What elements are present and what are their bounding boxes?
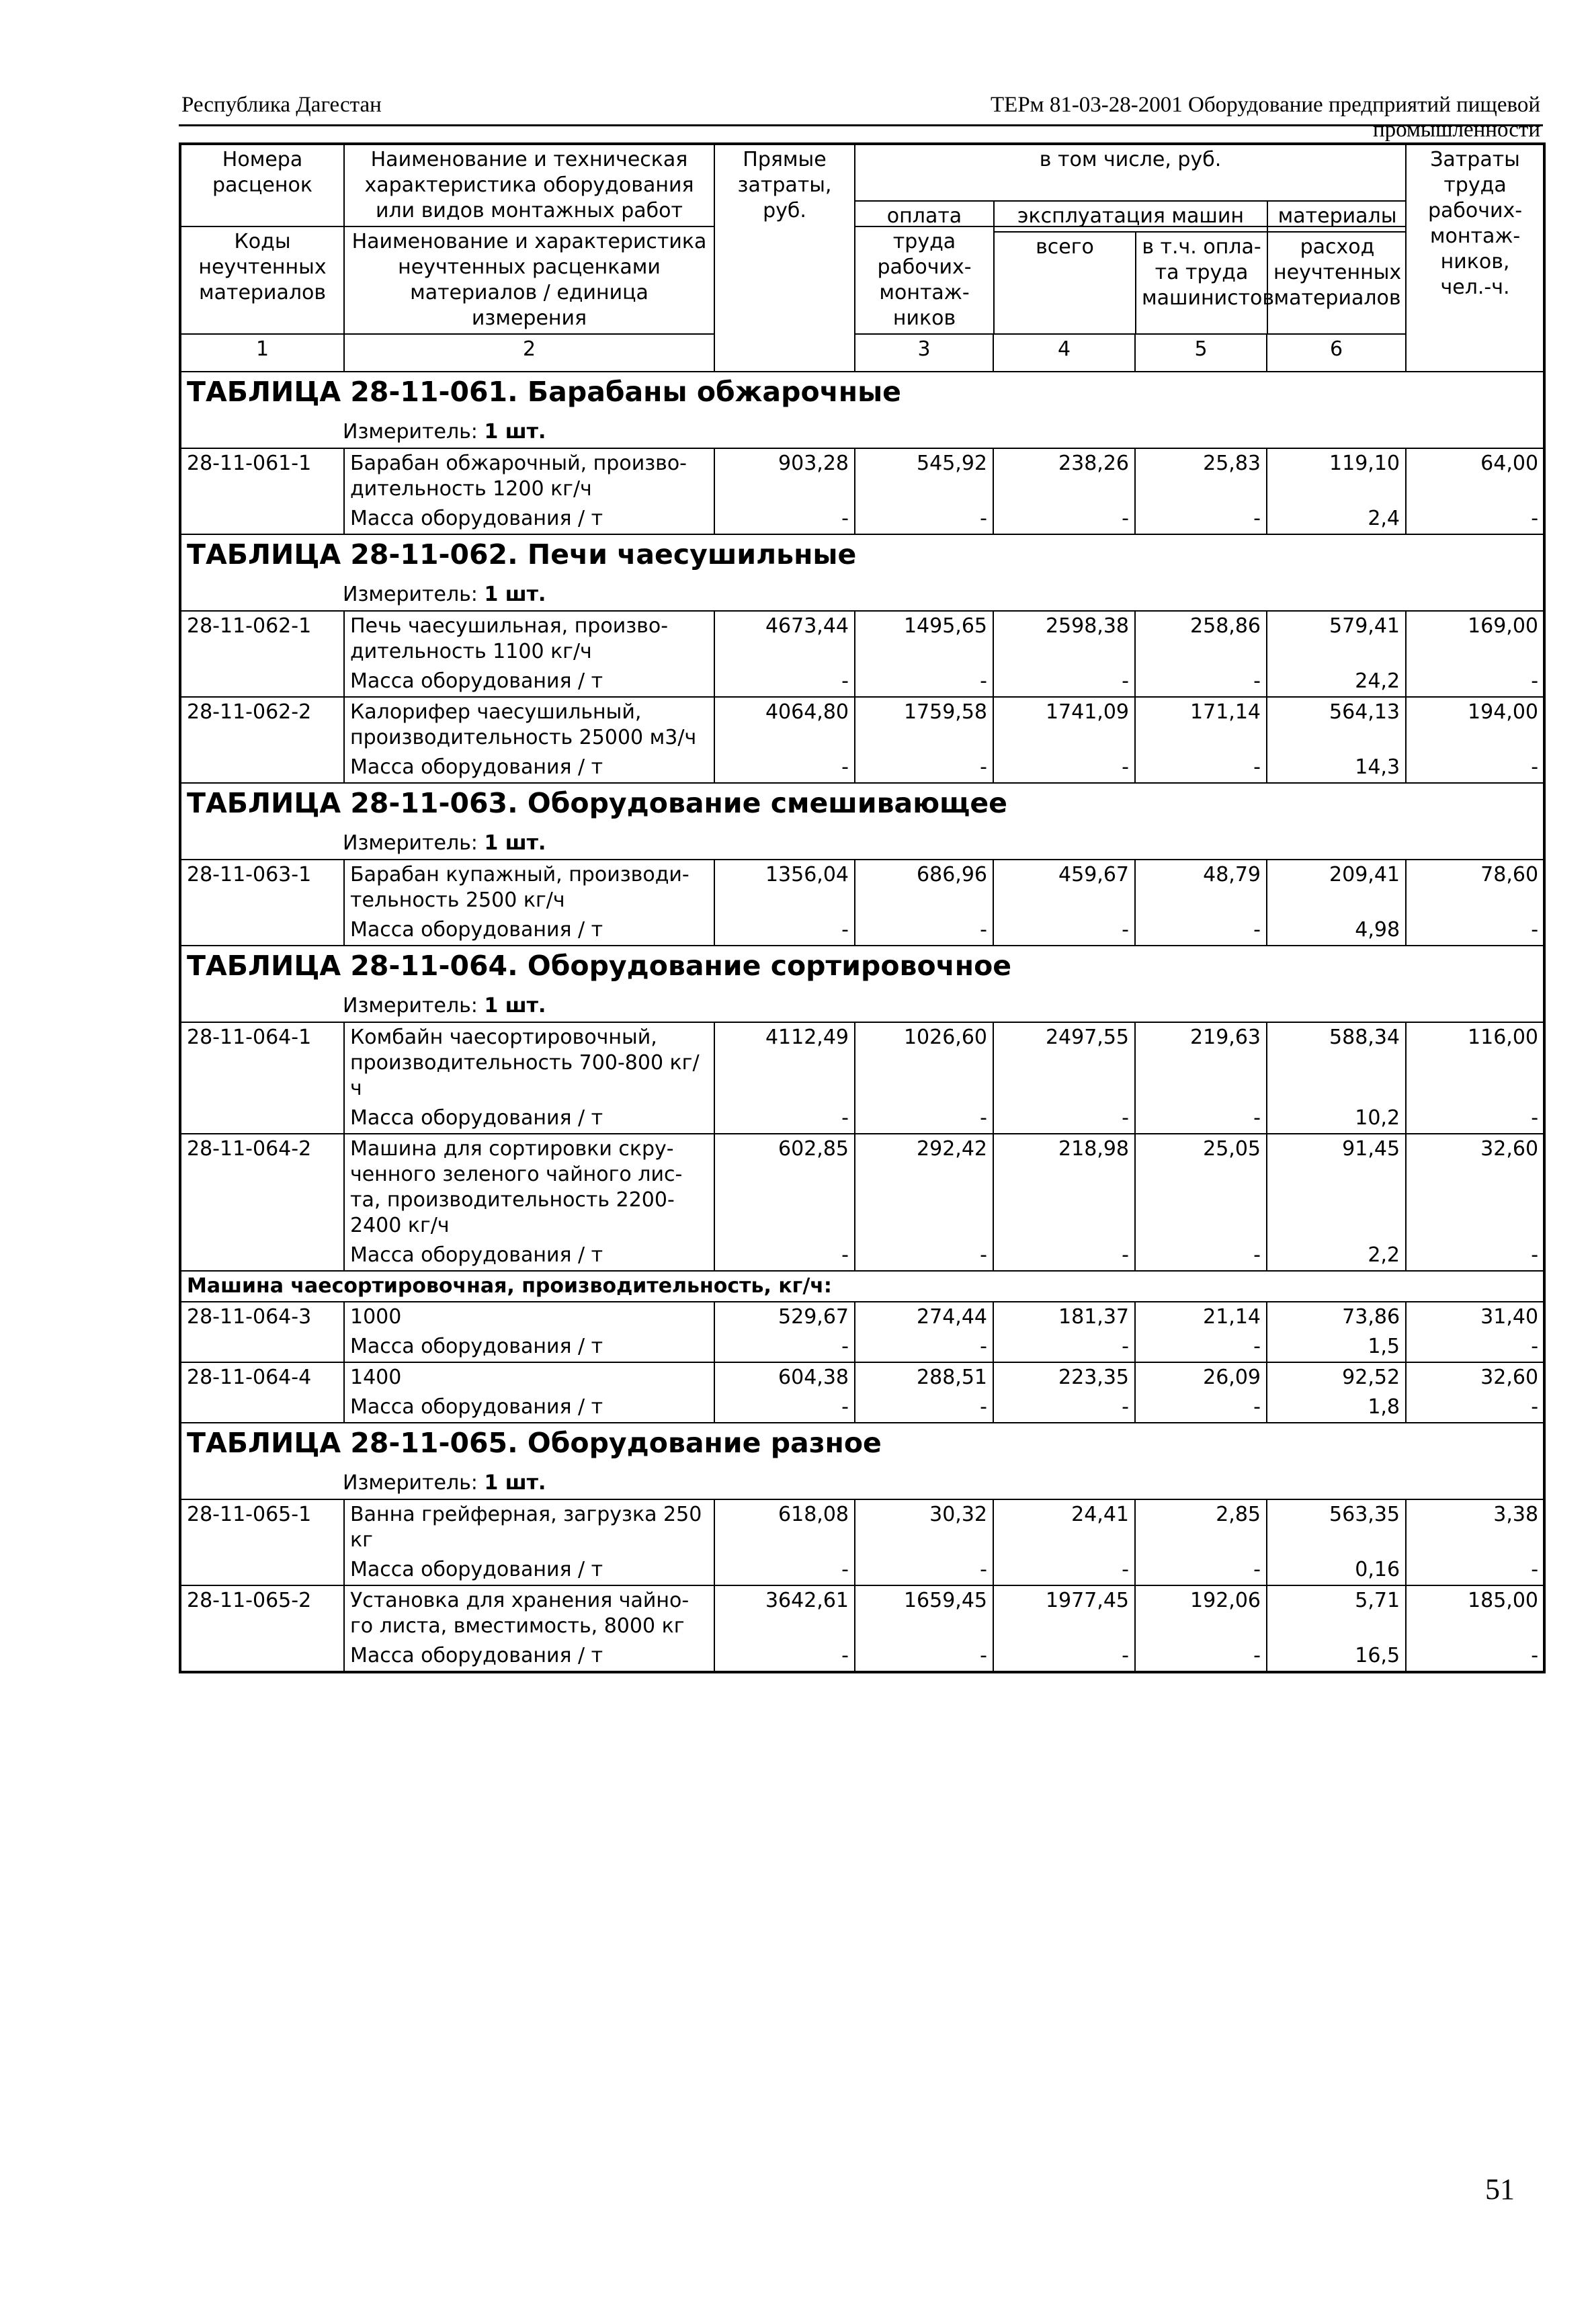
measure-value: 1 шт. xyxy=(484,420,546,444)
section-header xyxy=(180,534,1544,611)
column-number: 3 xyxy=(855,334,993,372)
rate-row xyxy=(180,448,1544,504)
mass-value: - xyxy=(1135,915,1267,946)
section-title: ТАБЛИЦА 28-11-062. Печи чаесушильные xyxy=(187,538,857,571)
mass-value: - xyxy=(855,753,993,783)
rate-code-empty xyxy=(180,915,344,946)
header-codes-top: Номера расценок xyxy=(180,144,344,226)
cost-value: 26,09 xyxy=(1135,1362,1267,1393)
mass-row xyxy=(180,1241,1544,1271)
cost-value: 2,85 xyxy=(1135,1499,1267,1555)
rate-name: Машина для сортировки скру-ченного зеленого чайного лис-та, производительность 2200-2400 кг/ч xyxy=(344,1134,714,1241)
rate-name: Комбайн чаесортировочный, производительность 700-800 кг/ч xyxy=(344,1022,714,1104)
header-subgrid xyxy=(855,204,1406,334)
rate-row xyxy=(180,611,1544,667)
cost-value: 25,83 xyxy=(1135,448,1267,504)
rate-name: Барабан обжарочный, произво-дительность 1200 кг/ч xyxy=(344,448,714,504)
rate-code-empty xyxy=(180,1393,344,1423)
rate-code: 28-11-061-1 xyxy=(180,448,344,504)
cost-value: 238,26 xyxy=(993,448,1135,504)
cost-value: 564,13 xyxy=(1267,697,1406,753)
measure-value: 1 шт. xyxy=(484,1471,546,1495)
mass-value: 24,2 xyxy=(1267,667,1406,697)
cost-value: 32,60 xyxy=(1406,1362,1544,1393)
mass-value: - xyxy=(993,667,1135,697)
mass-value: 0,16 xyxy=(1267,1555,1406,1585)
cost-value: 21,14 xyxy=(1135,1302,1267,1332)
header-machines-total: всего xyxy=(994,232,1136,333)
cost-value: 219,63 xyxy=(1135,1022,1267,1104)
cost-value: 185,00 xyxy=(1406,1585,1544,1641)
measure-line xyxy=(187,830,1538,857)
cost-value: 218,98 xyxy=(993,1134,1135,1241)
mass-value: - xyxy=(714,1641,855,1672)
mass-value: 2,2 xyxy=(1267,1241,1406,1271)
rate-row xyxy=(180,1134,1544,1241)
mass-value: - xyxy=(1406,1641,1544,1672)
mass-value: - xyxy=(1135,1241,1267,1271)
column-number: 4 xyxy=(993,334,1135,372)
cost-value: 30,32 xyxy=(855,1499,993,1555)
mass-value: - xyxy=(714,1393,855,1423)
cost-value: 64,00 xyxy=(1406,448,1544,504)
mass-value: - xyxy=(714,1104,855,1134)
mass-value: - xyxy=(1406,1555,1544,1585)
cost-value: 1495,65 xyxy=(855,611,993,667)
mass-value: - xyxy=(1406,915,1544,946)
mass-value: - xyxy=(993,504,1135,534)
section-header-row xyxy=(180,372,1544,448)
mass-row xyxy=(180,1641,1544,1672)
measure-label: Измеритель: xyxy=(343,1471,478,1495)
mass-value: - xyxy=(1406,1393,1544,1423)
section-header-row xyxy=(180,534,1544,611)
cost-value: 2497,55 xyxy=(993,1022,1135,1104)
section-header-row xyxy=(180,783,1544,860)
mass-value: - xyxy=(1406,1332,1544,1362)
rate-name: Барабан купажный, производи-тельность 2500 кг/ч xyxy=(344,860,714,915)
measure-line xyxy=(187,1470,1538,1497)
rate-code-empty xyxy=(180,1104,344,1134)
header-direct-costs: Прямые затраты, руб. xyxy=(714,144,855,372)
cost-value: 292,42 xyxy=(855,1134,993,1241)
rate-code: 28-11-062-2 xyxy=(180,697,344,753)
mass-value: - xyxy=(1135,1555,1267,1585)
cost-value: 274,44 xyxy=(855,1302,993,1332)
subheading-row xyxy=(180,1271,1544,1302)
rate-row xyxy=(180,1362,1544,1393)
mass-label: Масса оборудования / т xyxy=(344,504,714,534)
mass-label: Масса оборудования / т xyxy=(344,753,714,783)
mass-value: - xyxy=(993,1104,1135,1134)
cost-value: 4673,44 xyxy=(714,611,855,667)
header-group-including: в том числе, руб. xyxy=(855,144,1406,226)
mass-label: Масса оборудования / т xyxy=(344,1555,714,1585)
mass-value: - xyxy=(993,1641,1135,1672)
cost-value: 171,14 xyxy=(1135,697,1267,753)
section-title: ТАБЛИЦА 28-11-061. Барабаны обжарочные xyxy=(187,376,901,408)
mass-value: - xyxy=(993,1393,1135,1423)
mass-value: 4,98 xyxy=(1267,915,1406,946)
mass-value: - xyxy=(714,1555,855,1585)
cost-value: 192,06 xyxy=(1135,1585,1267,1641)
mass-value: 14,3 xyxy=(1267,753,1406,783)
rate-code-empty xyxy=(180,1241,344,1271)
cost-value: 579,41 xyxy=(1267,611,1406,667)
column-number: 2 xyxy=(344,334,714,372)
rate-name: 1000 xyxy=(344,1302,714,1332)
mass-value: - xyxy=(1135,667,1267,697)
rate-row xyxy=(180,697,1544,753)
mass-value: - xyxy=(993,1332,1135,1362)
cost-value: 545,92 xyxy=(855,448,993,504)
mass-row xyxy=(180,504,1544,534)
header-unaccounted-materials: расход неучтенных материалов xyxy=(1267,232,1407,333)
measure-label: Измеритель: xyxy=(343,994,478,1018)
cost-value: 78,60 xyxy=(1406,860,1544,915)
header-worker-pay: оплата труда рабочих-монтаж-ников xyxy=(855,201,994,333)
measure-value: 1 шт. xyxy=(484,831,546,855)
cost-value: 3642,61 xyxy=(714,1585,855,1641)
mass-value: - xyxy=(855,1104,993,1134)
cost-value: 1659,45 xyxy=(855,1585,993,1641)
measure-value: 1 шт. xyxy=(484,994,546,1018)
mass-value: - xyxy=(1406,504,1544,534)
cost-value: 459,67 xyxy=(993,860,1135,915)
cost-value: 3,38 xyxy=(1406,1499,1544,1555)
rate-code: 28-11-064-2 xyxy=(180,1134,344,1241)
rate-name: Установка для хранения чайно-го листа, вместимость, 8000 кг xyxy=(344,1585,714,1641)
measure-value: 1 шт. xyxy=(484,583,546,606)
header-labor-hours: Затраты труда рабочих-монтаж-ников, чел.-ч. xyxy=(1406,144,1544,372)
header-name-top: Наименование и техническая характеристика оборудования или видов монтажных работ xyxy=(344,144,714,226)
cost-value: 209,41 xyxy=(1267,860,1406,915)
mass-label: Масса оборудования / т xyxy=(344,1641,714,1672)
mass-value: - xyxy=(714,667,855,697)
measure-line xyxy=(187,419,1538,446)
mass-value: - xyxy=(714,915,855,946)
cost-value: 181,37 xyxy=(993,1302,1135,1332)
column-numbers-row xyxy=(180,334,1544,372)
mass-value: 16,5 xyxy=(1267,1641,1406,1672)
mass-value: - xyxy=(1406,667,1544,697)
cost-value: 604,38 xyxy=(714,1362,855,1393)
rate-code: 28-11-064-4 xyxy=(180,1362,344,1393)
norms-table xyxy=(179,142,1546,1673)
mass-value: - xyxy=(1135,753,1267,783)
rate-code-empty xyxy=(180,504,344,534)
rate-code: 28-11-065-2 xyxy=(180,1585,344,1641)
measure-line xyxy=(187,993,1538,1020)
cost-value: 903,28 xyxy=(714,448,855,504)
mass-label: Масса оборудования / т xyxy=(344,915,714,946)
section-title: ТАБЛИЦА 28-11-063. Оборудование смешивающее xyxy=(187,787,1007,819)
header-rule xyxy=(179,124,1543,126)
mass-value: - xyxy=(714,504,855,534)
cost-value: 258,86 xyxy=(1135,611,1267,667)
section-header xyxy=(180,946,1544,1022)
mass-value: 1,5 xyxy=(1267,1332,1406,1362)
section-title: ТАБЛИЦА 28-11-064. Оборудование сортировочное xyxy=(187,950,1012,982)
mass-value: - xyxy=(1135,1104,1267,1134)
section-title: ТАБЛИЦА 28-11-065. Оборудование разное xyxy=(187,1427,882,1459)
rate-code: 28-11-062-1 xyxy=(180,611,344,667)
header-machinist-pay: в т.ч. опла-та труда машинистов xyxy=(1136,232,1267,333)
cost-value: 119,10 xyxy=(1267,448,1406,504)
cost-value: 588,34 xyxy=(1267,1022,1406,1104)
mass-row xyxy=(180,1104,1544,1134)
mass-value: - xyxy=(855,1241,993,1271)
section-header-row xyxy=(180,1423,1544,1499)
rate-code: 28-11-065-1 xyxy=(180,1499,344,1555)
cost-value: 4064,80 xyxy=(714,697,855,753)
cost-value: 25,05 xyxy=(1135,1134,1267,1241)
mass-row xyxy=(180,915,1544,946)
header-codes-bottom: Коды неучтенных материалов xyxy=(180,226,344,334)
rate-code: 28-11-064-3 xyxy=(180,1302,344,1332)
rate-code-empty xyxy=(180,1332,344,1362)
mass-label: Масса оборудования / т xyxy=(344,667,714,697)
rate-code: 28-11-064-1 xyxy=(180,1022,344,1104)
mass-row xyxy=(180,1332,1544,1362)
mass-value: - xyxy=(1406,1241,1544,1271)
mass-value: - xyxy=(855,667,993,697)
mass-value: - xyxy=(1135,504,1267,534)
mass-value: - xyxy=(714,1241,855,1271)
cost-value: 1356,04 xyxy=(714,860,855,915)
header-document-title: ТЕРм 81-03-28-2001 Оборудование предприятий пищевой промышленности xyxy=(991,93,1540,142)
mass-row xyxy=(180,667,1544,697)
measure-line xyxy=(187,581,1538,608)
column-number: 1 xyxy=(180,334,344,372)
section-header xyxy=(180,372,1544,448)
cost-value: 169,00 xyxy=(1406,611,1544,667)
mass-value: - xyxy=(993,915,1135,946)
section-header-row xyxy=(180,946,1544,1022)
cost-value: 1026,60 xyxy=(855,1022,993,1104)
mass-label: Масса оборудования / т xyxy=(344,1393,714,1423)
rate-row xyxy=(180,1585,1544,1641)
subheading: Машина чаесортировочная, производительность, кг/ч: xyxy=(180,1271,1544,1302)
cost-value: 73,86 xyxy=(1267,1302,1406,1332)
cost-value: 5,71 xyxy=(1267,1585,1406,1641)
section-header xyxy=(180,1423,1544,1499)
column-number: 5 xyxy=(1135,334,1267,372)
cost-value: 4112,49 xyxy=(714,1022,855,1104)
mass-value: - xyxy=(1406,1104,1544,1134)
mass-value: 10,2 xyxy=(1267,1104,1406,1134)
measure-label: Измеритель: xyxy=(343,831,478,855)
mass-value: - xyxy=(855,1555,993,1585)
cost-value: 618,08 xyxy=(714,1499,855,1555)
mass-value: - xyxy=(993,1241,1135,1271)
cost-value: 194,00 xyxy=(1406,697,1544,753)
rate-code-empty xyxy=(180,1555,344,1585)
cost-value: 288,51 xyxy=(855,1362,993,1393)
cost-value: 2598,38 xyxy=(993,611,1135,667)
mass-value: - xyxy=(855,1641,993,1672)
mass-value: - xyxy=(855,1393,993,1423)
rate-code-empty xyxy=(180,1641,344,1672)
mass-label: Масса оборудования / т xyxy=(344,1332,714,1362)
rate-name: 1400 xyxy=(344,1362,714,1393)
mass-label: Масса оборудования / т xyxy=(344,1241,714,1271)
rate-code-empty xyxy=(180,667,344,697)
measure-label: Измеритель: xyxy=(343,583,478,606)
cost-value: 116,00 xyxy=(1406,1022,1544,1104)
cost-value: 1759,58 xyxy=(855,697,993,753)
header-machines: эксплуатация машин xyxy=(994,201,1267,232)
rate-name: Печь чаесушильная, произво-дительность 1100 кг/ч xyxy=(344,611,714,667)
mass-value: 2,4 xyxy=(1267,504,1406,534)
rate-code-empty xyxy=(180,753,344,783)
mass-row xyxy=(180,753,1544,783)
column-number: 6 xyxy=(1267,334,1406,372)
header-name-bottom: Наименование и характеристика неучтенных расценками материалов / единица измерения xyxy=(344,226,714,334)
mass-value: - xyxy=(855,1332,993,1362)
mass-row xyxy=(180,1393,1544,1423)
cost-value: 24,41 xyxy=(993,1499,1135,1555)
mass-value: - xyxy=(1135,1393,1267,1423)
rate-code: 28-11-063-1 xyxy=(180,860,344,915)
measure-label: Измеритель: xyxy=(343,420,478,444)
section-header xyxy=(180,783,1544,860)
cost-value: 32,60 xyxy=(1406,1134,1544,1241)
cost-value: 529,67 xyxy=(714,1302,855,1332)
cost-value: 223,35 xyxy=(993,1362,1135,1393)
mass-label: Масса оборудования / т xyxy=(344,1104,714,1134)
page-number: 51 xyxy=(1485,2173,1515,2206)
mass-value: - xyxy=(1135,1332,1267,1362)
rate-name: Ванна грейферная, загрузка 250 кг xyxy=(344,1499,714,1555)
rate-row xyxy=(180,1022,1544,1104)
cost-value: 1741,09 xyxy=(993,697,1135,753)
cost-value: 1977,45 xyxy=(993,1585,1135,1641)
rate-row xyxy=(180,860,1544,915)
rate-row xyxy=(180,1302,1544,1332)
mass-value: - xyxy=(855,504,993,534)
mass-value: - xyxy=(993,753,1135,783)
mass-value: - xyxy=(993,1555,1135,1585)
rate-name: Калорифер чаесушильный, производительность 25000 м3/ч xyxy=(344,697,714,753)
mass-value: - xyxy=(714,1332,855,1362)
mass-value: 1,8 xyxy=(1267,1393,1406,1423)
cost-value: 91,45 xyxy=(1267,1134,1406,1241)
cost-value: 563,35 xyxy=(1267,1499,1406,1555)
cost-value: 686,96 xyxy=(855,860,993,915)
mass-value: - xyxy=(714,753,855,783)
mass-value: - xyxy=(1406,753,1544,783)
cost-value: 602,85 xyxy=(714,1134,855,1241)
header-materials: материалы xyxy=(1267,201,1407,232)
header-region: Республика Дагестан xyxy=(181,93,382,117)
mass-value: - xyxy=(1135,1641,1267,1672)
mass-value: - xyxy=(855,915,993,946)
mass-row xyxy=(180,1555,1544,1585)
cost-value: 31,40 xyxy=(1406,1302,1544,1332)
rate-row xyxy=(180,1499,1544,1555)
cost-value: 48,79 xyxy=(1135,860,1267,915)
cost-value: 92,52 xyxy=(1267,1362,1406,1393)
